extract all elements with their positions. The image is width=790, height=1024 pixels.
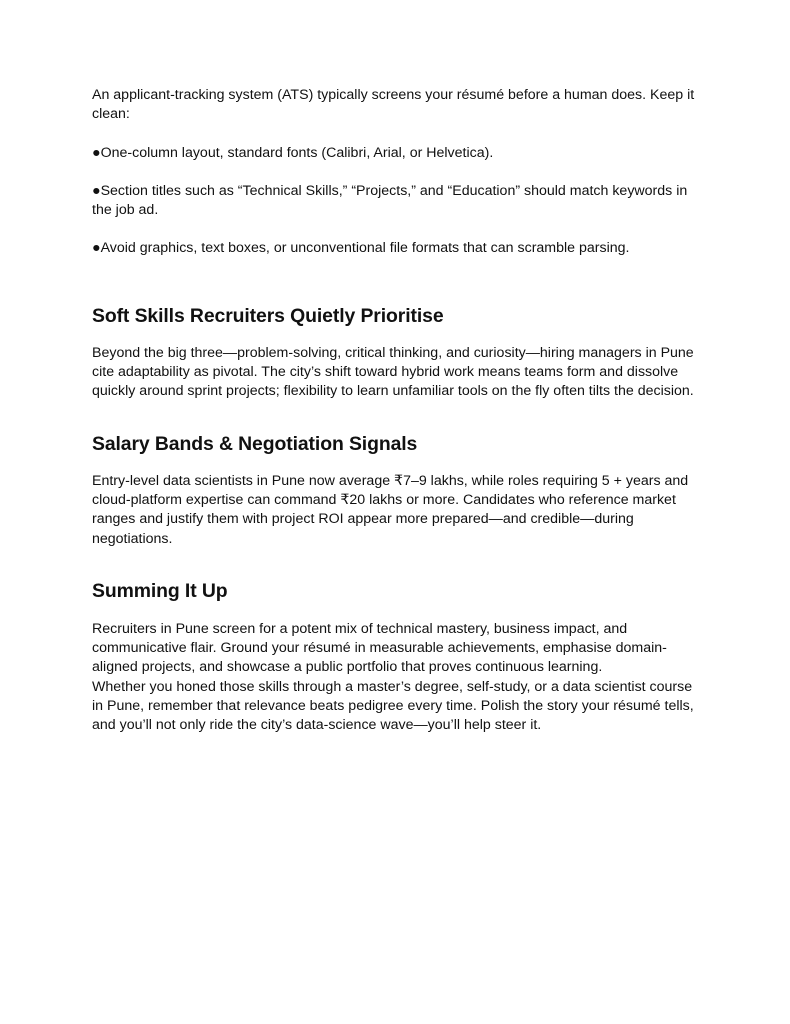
bullet-item [92,144,704,163]
bullet-icon: ● [92,240,101,257]
salary-heading: Salary Bands & Negotiation Signals [92,432,418,455]
salary-paragraph: Entry-level data scientists in Pune now average ₹7–9 lakhs, while roles requiring 5 + years and cloud-platform expertise can command ₹20 lakhs or more. Candidates who reference market ranges and justify them with project ROI appear more prepared—and credible—during negotiations. [92,472,689,547]
bullet-text: Avoid graphics, text boxes, or unconventional file formats that can scramble parsing. [100,240,630,257]
document-page [92,86,704,736]
bullet-text: One-column layout, standard fonts (Calibri, Arial, or Helvetica). [100,144,494,161]
bullet-item [92,182,704,221]
bullet-text: Section titles such as “Technical Skills,” “Projects,” and “Education” should match keywords in the job ad. [92,182,688,219]
summing-up-heading: Summing It Up [92,579,228,602]
soft-skills-heading: Soft Skills Recruiters Quietly Prioritise [92,304,444,327]
bullet-icon: ● [92,182,101,199]
soft-skills-paragraph: Beyond the big three—problem-solving, critical thinking, and curiosity—hiring managers in Pune cite adaptability as pivotal. The city’s shift toward hybrid work means teams form and dissolve quickly around sprint projects; flexibility to learn unfamiliar tools on the fly often tilts the decision. [92,344,694,400]
summing-up-paragraph-2: Whether you honed those skills through a master’s degree, self-study, or a data scientist course in Pune, remember that relevance beats pedigree every time. Polish the story your résumé tells, and you’ll not only ride the city’s data-science wave—you’ll help steer it. [92,678,694,734]
bullet-item [92,239,704,258]
intro-paragraph: An applicant-tracking system (ATS) typically screens your résumé before a human does. Keep it clean: [92,87,695,123]
bullet-icon: ● [92,144,101,161]
summing-up-paragraph-1: Recruiters in Pune screen for a potent mix of technical mastery, business impact, and communicative flair. Ground your résumé in measurable achievements, emphasise domain-aligned projects, and showcase a public portfolio that proves continuous learning. [92,620,667,676]
